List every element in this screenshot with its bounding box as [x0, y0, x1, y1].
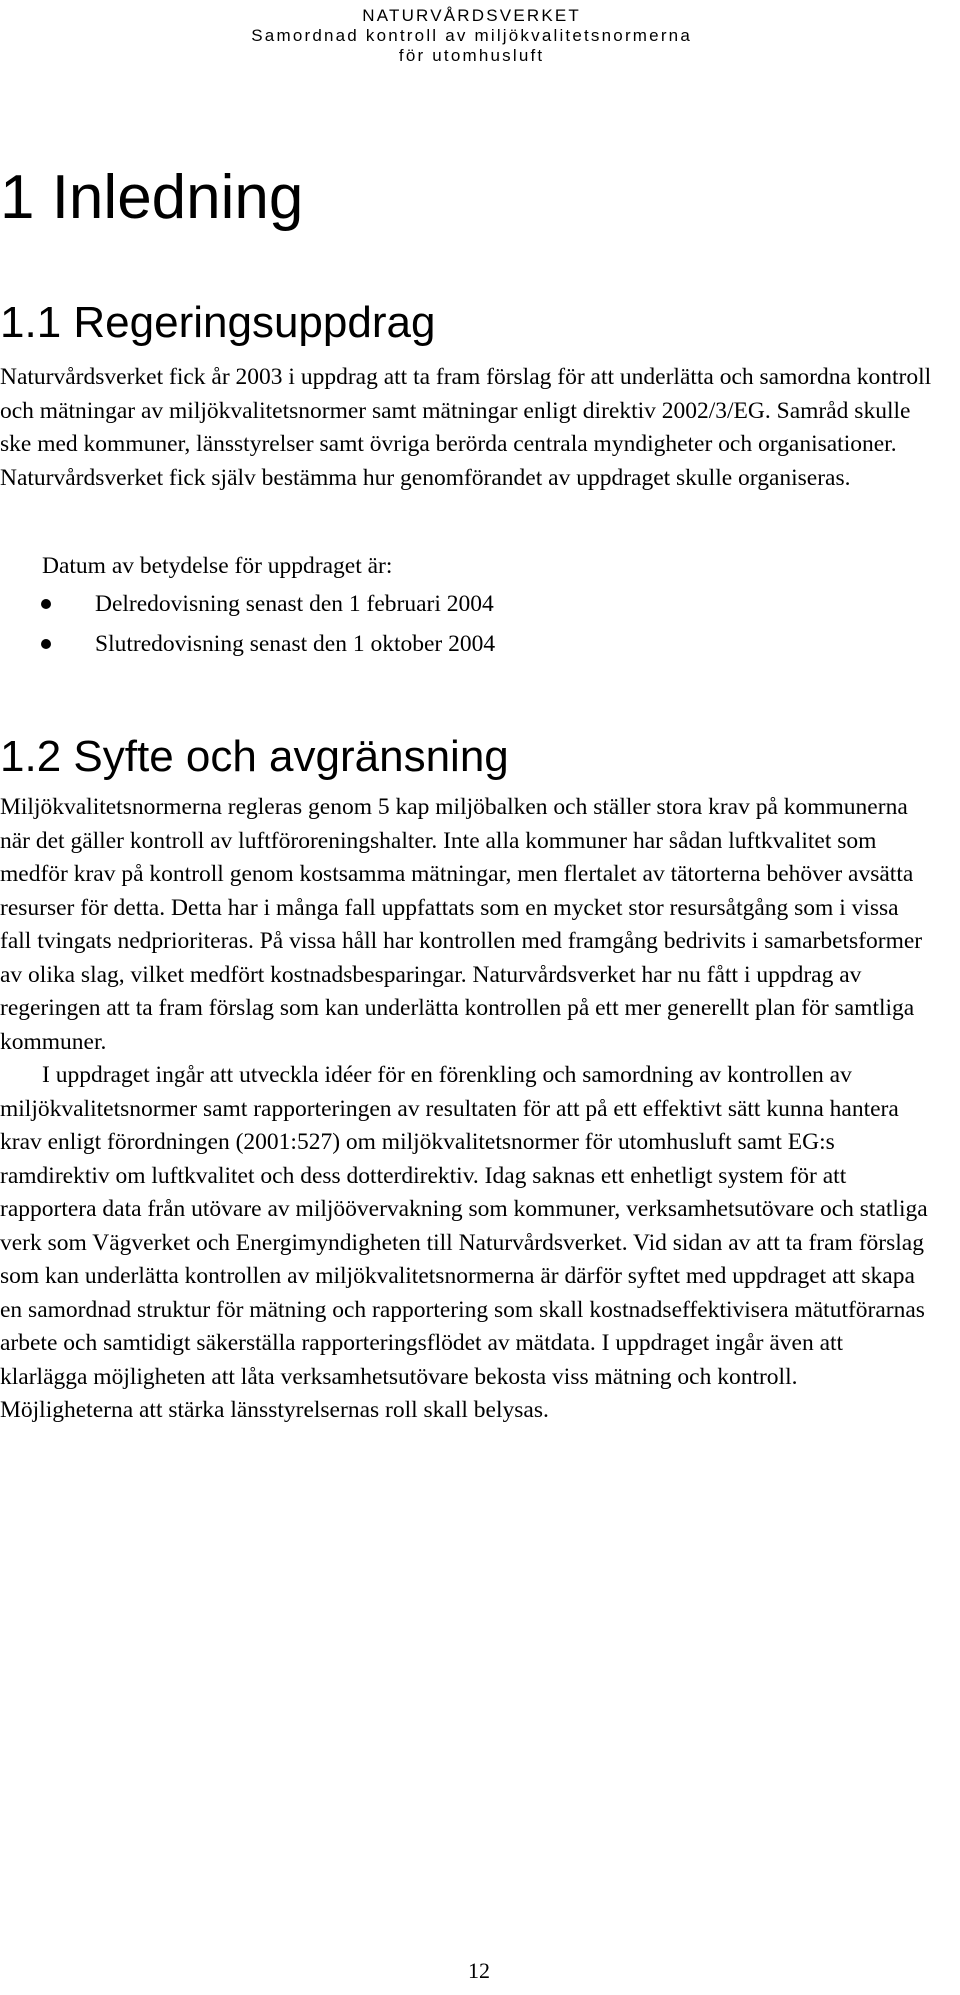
dates-list — [0, 584, 495, 664]
bullet-icon — [41, 599, 51, 609]
chapter-title: 1 Inledning — [0, 163, 304, 232]
paragraph: I uppdraget ingår att utveckla idéer för en förenkling och samordning av kontrollen av miljökvalitetsnormer samt rapporteringen av resultaten för att på ett effektivt sätt kunna hantera krav enligt förordningen (2001:527) om miljökvalitetsnormer för utomhusluft samt EG:s ramdirektiv om luftkvalitet och dess dotterdirektiv. Idag saknas ett enhetligt system för att rapportera data från utövare av miljöövervakning som kommuner, verksamhetsutövare och statliga verk som Vägverket och Energimyndigheten till Naturvårdsverket. Vid sidan av att ta fram förslag som kan underlätta kontrollen av miljökvalitetsnormerna är därför syftet med uppdraget att skapa en samordnad struktur för mätning och rapportering som skall kostnadseffektivisera mätutförarnas arbete och samtidigt säkerställa rapporteringsflödet av mätdata. I uppdraget ingår även att klarlägga möjligheten att låta verksamhetsutövare bekosta viss mätning och kontroll. Möjligheterna att stärka länsstyrelsernas roll skall belysas. — [0, 1062, 928, 1423]
list-item — [0, 624, 495, 664]
page-number: 12 — [468, 1958, 490, 1983]
bullet-icon — [41, 639, 51, 649]
paragraph: Naturvårdsverket fick år 2003 i uppdrag att ta fram förslag för att underlätta och samordna kontroll och mätningar av miljökvalitetsnormer samt mätningar enligt direktiv 2002/3/EG. Samråd skulle ske med kommuner, länsstyrelser samt övriga berörda centrala myndigheter och organisationer. Naturvårdsverket fick själv bestämma hur genomförandet av uppdraget skulle organiseras. — [0, 364, 932, 491]
section-1-1-title: 1.1 Regeringsuppdrag — [0, 298, 436, 347]
running-header — [251, 6, 692, 66]
header-org: NATURVÅRDSVERKET — [362, 6, 582, 25]
section-1-2-body — [0, 791, 932, 1428]
section-1-1-paragraph — [0, 361, 932, 495]
header-subtitle: för utomhusluft — [398, 46, 545, 65]
dates-intro: Datum av betydelse för uppdraget är: — [42, 553, 393, 579]
list-item-text: Slutredovisning senast den 1 oktober 2004 — [95, 631, 496, 657]
section-1-2-title: 1.2 Syfte och avgränsning — [0, 732, 509, 781]
list-item — [0, 584, 495, 624]
header-title: Samordnad kontroll av miljökvalitetsnormerna — [251, 26, 692, 45]
list-item-text: Delredovisning senast den 1 februari 2004 — [95, 591, 494, 617]
paragraph: Miljökvalitetsnormerna regleras genom 5 kap miljöbalken och ställer stora krav på kommunerna när det gäller kontroll av luftföroreningshalter. Inte alla kommuner har sådan luftkvalitet som medför krav på kontroll genom kostsamma mätningar, men flertalet av tätorterna behöver avsätta resurser för detta. Detta har i många fall uppfattats som en mycket stor resursåtgång som i vissa fall tvingats nedprioriteras. På vissa håll har kontrollen med framgång bedrivits i samarbetsformer av olika slag, vilket medfört kostnadsbesparingar. Naturvårdsverket har nu fått i uppdrag av regeringen att ta fram förslag som kan underlätta kontrollen på ett mer generellt plan för samtliga kommuner. — [0, 794, 923, 1055]
